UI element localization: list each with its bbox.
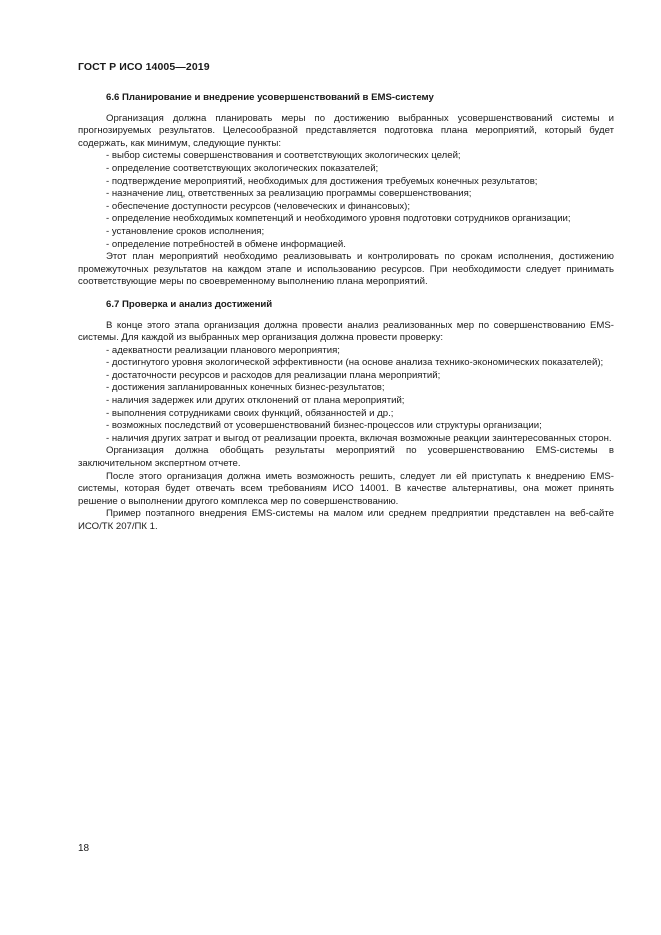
list-item: - выполнения сотрудниками своих функций, обязанностей и др.; bbox=[106, 407, 394, 419]
document-code-header: ГОСТ Р ИСО 14005—2019 bbox=[78, 61, 210, 73]
list-item: - достижения запланированных конечных бизнес-результатов; bbox=[106, 382, 385, 394]
list-item: - адекватности реализации планового мероприятия; bbox=[106, 344, 340, 356]
list-item: - наличия других затрат и выгод от реализации проекта, включая возможные реакции заинтересованных сторон. bbox=[106, 432, 612, 444]
list-item: - выбор системы совершенствования и соответствующих экологических целей; bbox=[106, 150, 461, 162]
section-6-6-closing: Этот план мероприятий необходимо реализовывать и контролировать по срокам исполнения, достижению промежуточных результатов на каждом этапе и использованию ресурсов. При необходимости следует принимать соответствующие меры по своевременному выполнению плана мероприятий. bbox=[78, 251, 614, 288]
section-6-7-paragraph: После этого организация должна иметь возможность решить, следует ли ей приступать к внедрению EMS-системы, которая будет отвечать всем требованиям ИСО 14001. В качестве альтернативы, она может принять решение о выполнении другого комплекса мер по совершенствованию. bbox=[78, 470, 614, 507]
page-content bbox=[78, 92, 614, 534]
section-6-6-title: 6.6 Планирование и внедрение усовершенствований в EMS-систему bbox=[106, 92, 434, 103]
list-item: - обеспечение доступности ресурсов (человеческих и финансовых); bbox=[106, 200, 410, 212]
list-item: - определение потребностей в обмене информацией. bbox=[106, 238, 346, 250]
section-6-7-paragraph: Организация должна обобщать результаты мероприятий по усовершенствованию EMS-системы в заключительном экспертном отчете. bbox=[78, 445, 614, 470]
list-item: - возможных последствий от усовершенствований бизнес-процессов или структуры организации; bbox=[106, 420, 542, 432]
section-6-7-intro: В конце этого этапа организация должна провести анализ реализованных мер по совершенствованию EMS-системы. Для каждой из выбранных мер организация должна провести проверку: bbox=[78, 319, 614, 344]
section-6-7-title: 6.7 Проверка и анализ достижений bbox=[106, 298, 273, 310]
list-item: - определение необходимых компетенций и необходимого уровня подготовки сотрудников организации; bbox=[106, 213, 571, 225]
list-item: - назначение лиц, ответственных за реализацию программы совершенствования; bbox=[106, 188, 472, 200]
list-item: - определение соответствующих экологических показателей; bbox=[106, 162, 379, 174]
list-item: - достаточности ресурсов и расходов для реализации плана мероприятий; bbox=[106, 369, 441, 381]
list-item: - наличия задержек или других отклонений от плана мероприятий; bbox=[106, 395, 405, 407]
list-item: - достигнутого уровня экологической эффективности (на основе анализа технико-экономических показателей); bbox=[106, 357, 604, 369]
section-6-6-intro: Организация должна планировать меры по достижению выбранных усовершенствований системы и прогнозируемых результатов. Целесообразной представляется подготовка плана мероприятий, который будет содержать, как минимум, следующие пункты: bbox=[78, 112, 614, 149]
page-number: 18 bbox=[78, 843, 90, 854]
list-item: - подтверждение мероприятий, необходимых для достижения требуемых конечных результатов; bbox=[106, 175, 538, 187]
section-6-7-paragraph: Пример поэтапного внедрения EMS-системы на малом или среднем предприятии представлен на веб-сайте ИСО/ТК 207/ПК 1. bbox=[78, 508, 614, 532]
list-item: - установление сроков исполнения; bbox=[106, 225, 265, 237]
